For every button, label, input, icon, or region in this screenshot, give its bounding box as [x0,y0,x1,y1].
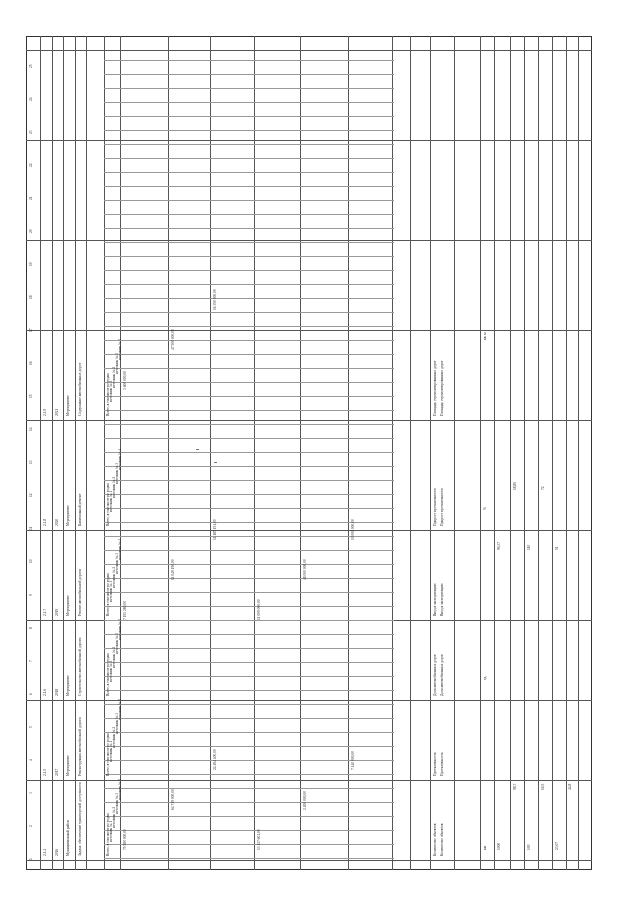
sub-row-rule [104,102,394,103]
section-task: Строительство автомобильной дороги [78,637,82,696]
sub-row-rule [104,844,394,845]
sub-row-rule [104,368,394,369]
row-label: источник № 3 [115,552,119,574]
row-label: источник № 4 [118,538,122,560]
sub-row-rule [104,494,394,495]
row-rule [26,860,592,861]
column-rule [104,36,105,870]
indicator-text: Протяженность [433,752,437,776]
sub-row-rule [104,466,394,467]
row-label: источник № 1 [109,820,113,842]
sub-row-rule [104,816,394,817]
sub-row-rule [104,410,394,411]
row-label: источник № 3 [115,792,119,814]
sub-row-rule [104,396,394,397]
column-rule [168,36,169,870]
sub-row-rule [104,620,394,621]
row-label: Всего, в том числе по годам [106,373,110,416]
indicator-value: 16,5 [541,783,545,790]
amount-value: 47 500 000,00 [171,329,175,350]
row-label: Всего, в том числе по годам [106,483,110,526]
sub-row-rule [104,158,394,159]
header-number: 13 [29,460,33,464]
section-year: 2017 [55,768,59,776]
sub-row-rule [104,480,394,481]
row-label: источник № 2 [112,646,116,668]
indicator-value: 44,8 [568,783,572,790]
header-number: 14 [29,427,33,431]
amount-value: 7 140 000,00 [351,751,355,770]
row-label: Всего, в том числе по годам [106,733,110,776]
header-number: 12 [29,493,33,497]
row-rule [26,700,592,701]
column-rule [75,36,76,870]
row-label: источник № 2 [112,726,116,748]
sub-row-rule [104,214,394,215]
sub-row-rule [104,788,394,789]
section-year: 2019 [55,608,59,616]
row-rule [26,330,592,331]
sub-row-rule [104,662,394,663]
header-number: 3 [29,792,33,794]
sub-row-rule [104,634,394,635]
row-label: источник № 2 [112,806,116,828]
sub-row-rule [104,732,394,733]
sub-row-rule [104,648,394,649]
section-code: 2.1.6 [43,688,47,696]
sub-row-rule [104,690,394,691]
column-rule [254,36,255,870]
header-number: 22 [29,163,33,167]
sub-row-rule [104,382,394,383]
sub-row-rule [104,130,394,131]
column-rule [52,36,53,870]
indicator-text: Ввод в эксплуатацию [433,583,437,616]
section-code: 2.1.9 [43,408,47,416]
header-number: 20 [29,229,33,233]
sub-row-rule [104,242,394,243]
scan-mark [214,462,217,463]
sub-row-rule [104,774,394,775]
column-rule [40,36,41,870]
row-label: источник № 2 [112,566,116,588]
sub-row-rule [104,116,394,117]
indicator-text-cont: Доля автомобильных дорог [440,654,444,696]
amount-value: 10 000 000,00 [351,519,355,540]
column-rule [86,36,87,870]
amount-value: 7 193 280,00 [123,601,127,620]
indicator-value: 23,07 [555,841,559,850]
sub-row-rule [104,676,394,677]
header-number: 25 [29,64,33,68]
header-number: 10 [29,559,33,563]
column-rule [454,36,455,870]
section-code: 2.1.4 [43,848,47,856]
section-code: 2.1.7 [43,608,47,616]
sub-row-rule [104,438,394,439]
column-rule [510,36,511,870]
indicator-text-cont: Площадь отремонтированных дорог [440,360,444,416]
section-name: Мероприятие [66,395,70,416]
sub-row-rule [104,858,394,859]
header-number: 7 [29,660,33,662]
indicator-text-cont: Протяженность [440,752,444,776]
row-label: источник № 4 [118,698,122,720]
row-label: источник № 4 [118,448,122,470]
row-label: Всего, в том числе по годам [106,813,110,856]
indicator-text-cont: Количество объектов [440,823,444,856]
indicator-text-cont: Прирост протяженности [440,488,444,526]
column-rule [392,36,393,870]
sub-row-rule [104,830,394,831]
amount-value: 64 719 000,00 [171,789,175,810]
column-rule [538,36,539,870]
header-number: 15 [29,394,33,398]
column-rule [410,36,411,870]
sub-row-rule [104,606,394,607]
column-rule [480,36,481,870]
section-task: Ремонт автомобильной дороги [78,569,82,616]
sub-row-rule [104,578,394,579]
row-label: источник № 3 [115,352,119,374]
column-rule [430,36,431,870]
header-number: 4 [29,759,33,761]
column-rule [566,36,567,870]
indicator-text: Доля автомобильных дорог [433,654,437,696]
amount-value: 75 580 000,00 [123,829,127,850]
indicator-value: 72 [541,486,545,490]
row-label: источник № 2 [112,366,116,388]
section-task: Содержание автомобильных дорог [78,362,82,416]
header-number: 11 [29,526,33,530]
sub-row-rule [104,340,394,341]
amount-value: 16 350 000,00 [213,289,217,310]
column-rule [348,36,349,870]
indicator-value: 1000 [497,842,501,850]
row-label: источник № 1 [109,380,113,402]
row-rule [26,240,592,241]
row-label: источник № 1 [109,660,113,682]
row-label: Всего, в том числе по годам [106,573,110,616]
indicator-text-cont: Ввод в эксплуатацию [440,583,444,616]
header-number: 5 [29,726,33,728]
row-label: источник № 3 [115,462,119,484]
row-rule [26,50,592,51]
sub-row-rule [104,718,394,719]
sub-row-rule [104,326,394,327]
row-label: источник № 3 [115,632,119,654]
unit-value: % [483,507,487,510]
sub-row-rule [104,354,394,355]
section-year: 2018 [55,688,59,696]
section-task: Реконструкция автомобильной дороги [78,717,82,776]
amount-value: 24 494 400,00 [213,749,217,770]
row-label: источник № 3 [115,712,119,734]
sub-row-rule [104,200,394,201]
amount-value: 2 200 000,00 [303,791,307,810]
row-label: источник № 1 [109,490,113,512]
row-rule [26,530,592,531]
section-name: Мероприятие [66,675,70,696]
sub-row-rule [104,298,394,299]
amount-value: 11 009 000,00 [257,599,261,620]
column-rule [494,36,495,870]
unit-value: ед. [483,675,487,680]
section-name: Мероприятие [66,505,70,526]
sub-row-rule [104,228,394,229]
header-number: 9 [29,594,33,596]
indicator-value: 100 [527,844,531,850]
indicator-value: 18,85 [513,481,517,490]
section-name: Мероприятие [66,595,70,616]
row-rule [26,780,592,781]
sub-row-rule [104,172,394,173]
sub-row-rule [104,424,394,425]
indicator-text: Площадь отремонтированных дорог [433,360,437,416]
amount-value: 11 185 151,00 [213,519,217,540]
indicator-value: 51 [555,546,559,550]
indicator-value: 98,7 [513,783,517,790]
column-rule [63,36,64,870]
unit-value: км [483,845,487,850]
row-label: источник № 1 [109,580,113,602]
sub-row-rule [104,746,394,747]
section-name: Муниципальный район [66,820,70,856]
row-rule [26,140,592,141]
row-label: Всего, в том числе по годам [106,653,110,696]
column-rule [578,36,579,870]
sub-row-rule [104,284,394,285]
sub-row-rule [104,550,394,551]
column-rule [524,36,525,870]
row-label: источник № 4 [118,338,122,360]
section-task: Задача: обеспечение транспортной доступности [78,782,82,856]
row-label: источник № 4 [118,618,122,640]
amount-value: 11 049 190,00 [171,559,175,580]
section-code: 2.1.5 [43,768,47,776]
sub-row-rule [104,704,394,705]
column-rule [552,36,553,870]
header-number: 24 [29,97,33,101]
sub-row-rule [104,88,394,89]
indicator-value: 96,37 [497,541,501,550]
header-number: 23 [29,130,33,134]
indicator-text: Прирост протяженности [433,488,437,526]
sub-row-rule [104,256,394,257]
header-number: 17 [29,328,33,332]
section-task: Капитальный ремонт [78,493,82,526]
row-rule [26,420,592,421]
header-number: 1 [29,858,33,860]
sub-row-rule [104,270,394,271]
unit-value: кв. м [483,332,487,340]
row-label: источник № 4 [118,778,122,800]
sub-row-rule [104,186,394,187]
section-year: 2020 [55,518,59,526]
section-name: Мероприятие [66,755,70,776]
sub-row-rule [104,60,394,61]
section-code: 2.1.8 [43,518,47,526]
scan-mark [196,449,199,450]
header-number: 2 [29,825,33,827]
section-year: 2016 [55,848,59,856]
sub-row-rule [104,74,394,75]
amount-value: 13 117 601,00 [257,829,261,850]
sub-row-rule [104,592,394,593]
header-number: 18 [29,295,33,299]
row-label: источник № 1 [109,740,113,762]
sub-row-rule [104,508,394,509]
sub-row-rule [104,312,394,313]
row-label: источник № 2 [112,476,116,498]
sub-row-rule [104,802,394,803]
section-year: 2021 [55,408,59,416]
header-number: 16 [29,361,33,365]
amount-value: 3 600 000,00 [123,371,127,390]
sub-row-rule [104,452,394,453]
column-rule [300,36,301,870]
indicator-value: 110 [527,544,531,550]
indicator-text: Количество объектов [433,823,437,856]
amount-value: 48 000 000,00 [303,559,307,580]
header-number: 8 [29,627,33,629]
column-rule [210,36,211,870]
sub-row-rule [104,144,394,145]
sub-row-rule [104,564,394,565]
header-number: 21 [29,196,33,200]
header-number: 6 [29,693,33,695]
header-number: 19 [29,262,33,266]
